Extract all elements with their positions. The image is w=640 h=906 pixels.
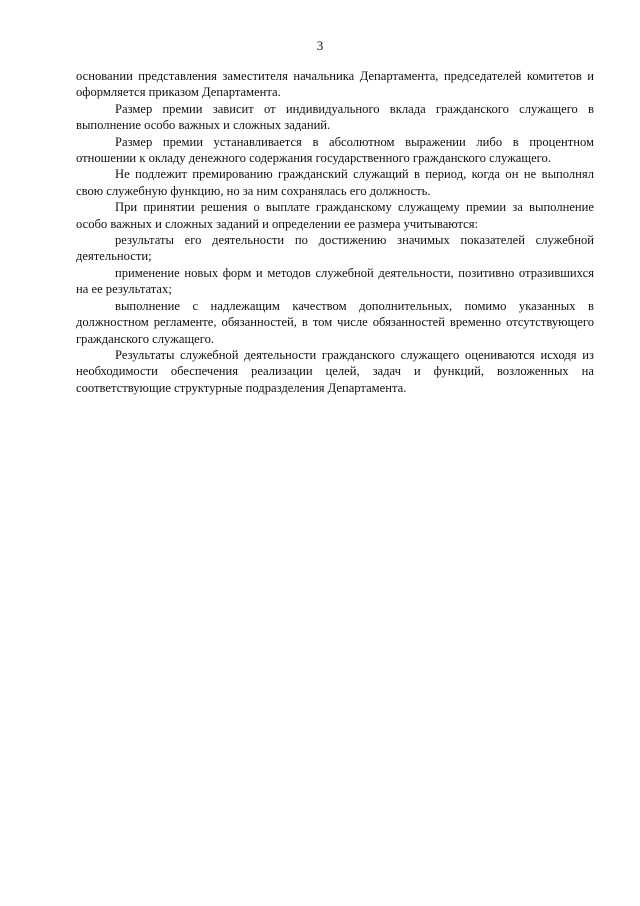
list-item-additional-duties: выполнение с надлежащим качеством дополнительных, помимо указанных в должностном регламенте, обязанностей, в том числе обязанностей временно отсутствующего гражданского служащего. [76,298,594,346]
paragraph-no-bonus: Не подлежит премированию гражданский служащий в период, когда он не выполнял свою служебную функцию, но за ним сохранялась его должность. [76,167,594,198]
paragraph-decision-criteria: При принятии решения о выплате гражданскому служащему премии за выполнение особо важных и сложных заданий и определении ее размера учитываются: [76,200,594,231]
paragraph-evaluation: Результаты служебной деятельности гражданского служащего оцениваются исходя из необходимости обеспечения реализации целей, задач и функций, возложенных на соответствующие структурные подразделения Департамента. [76,347,594,395]
page-number: 3 [316,38,324,53]
paragraph-bonus-size: Размер премии зависит от индивидуального вклада гражданского служащего в выполнение особо важных и сложных заданий. [76,101,594,133]
paragraph-bonus-expression: Размер премии устанавливается в абсолютном выражении либо в процентном отношении к окладу денежного содержания государственного гражданского служащего. [76,134,594,166]
document-body [76,68,594,396]
paragraph-continuation: основании представления заместителя начальника Департамента, председателей комитетов и оформляется приказом Департамента. [76,69,594,100]
list-item-new-methods: применение новых форм и методов служебной деятельности, позитивно отразившихся на ее результатах; [76,265,594,297]
list-item-results: результаты его деятельности по достижению значимых показателей служебной деятельности; [76,233,594,264]
